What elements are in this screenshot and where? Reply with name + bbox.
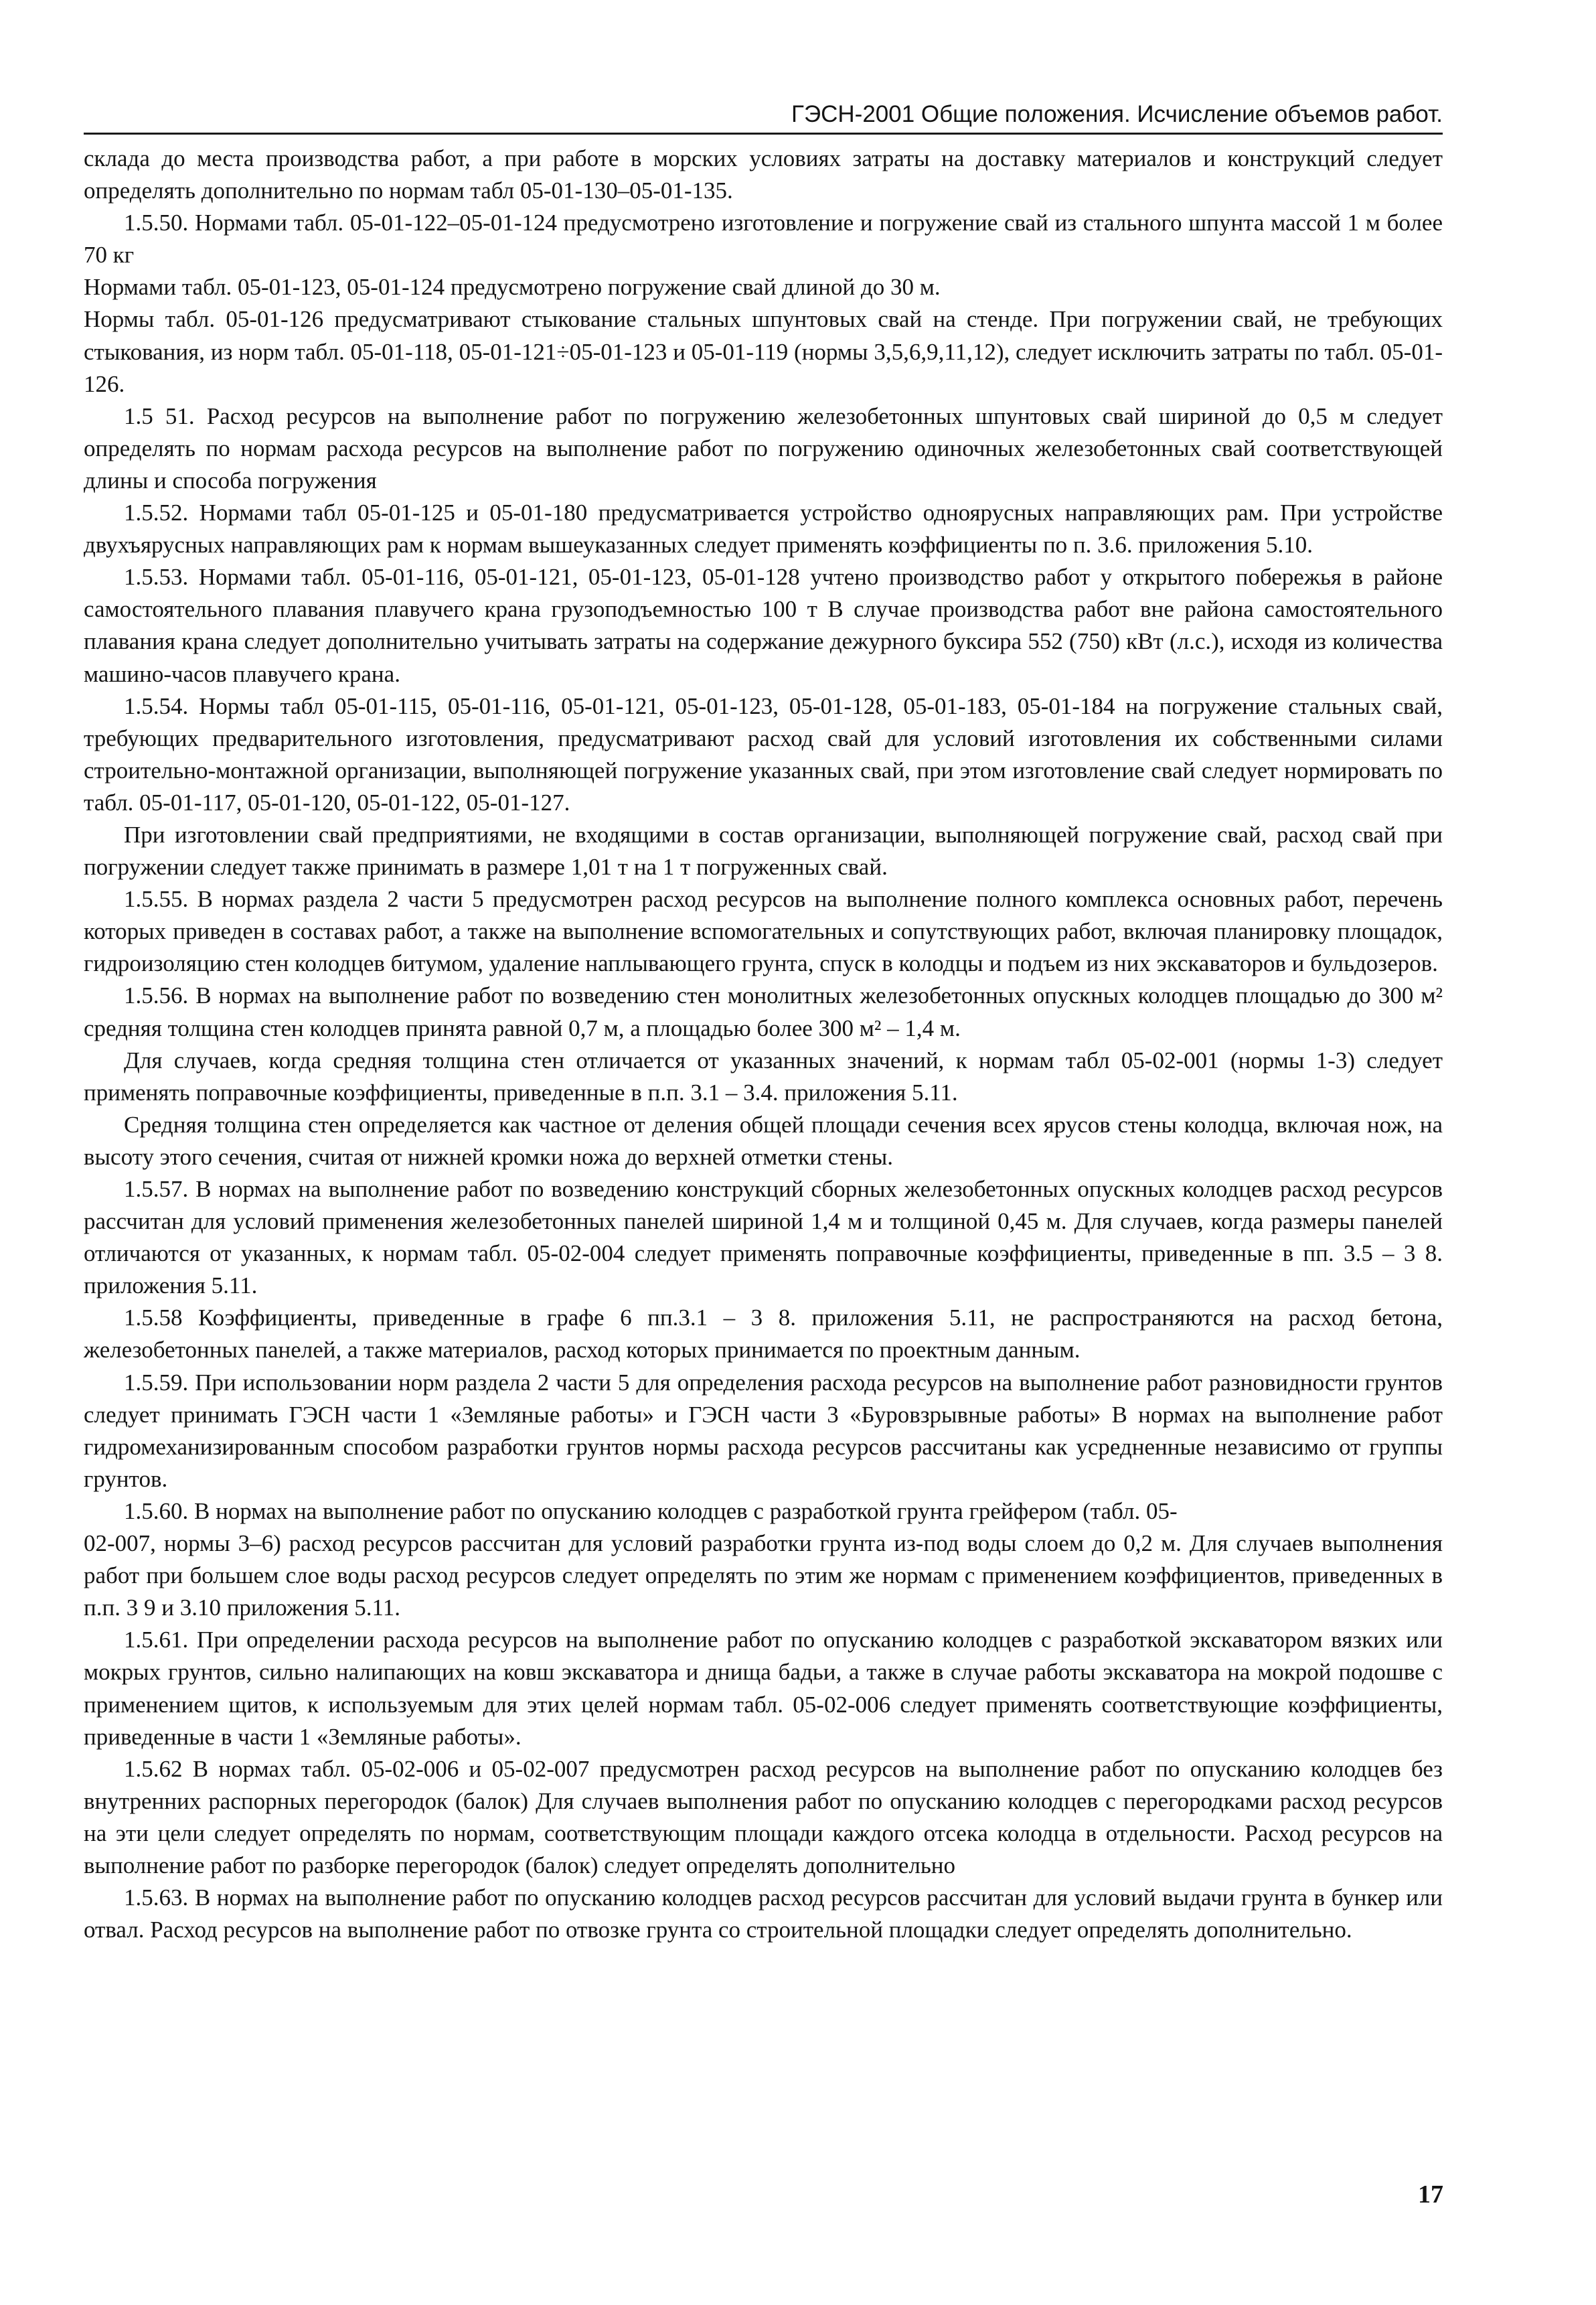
paragraph-1-5-57: 1.5.57. В нормах на выполнение работ по возведению конструкций сборных железобетонных опускных колодцев расход ресурсов рассчитан для условий применения железобетонных панелей шириной 1,4 м и толщиной 0,45 м. Для случаев, когда размеры панелей отличаются от указанных, к нормам табл. 05-02-004 следует применять поправочные коэффициенты, приведенные в пп. 3.5 – 3 8. приложения 5.11. — [84, 1176, 1443, 1299]
running-header — [84, 87, 1443, 135]
paragraph-1-5-56: 1.5.56. В нормах на выполнение работ по возведению стен монолитных железобетонных опускных колодцев площадью до 300 м² средняя толщина стен колодцев принята равной 0,7 м, а площадью более 300 м² – 1,4 м. — [84, 982, 1443, 1041]
body-text — [84, 143, 1443, 1946]
paragraph-1-5-62: 1.5.62 В нормах табл. 05-02-006 и 05-02-007 предусмотрен расход ресурсов на выполнение работ по опусканию колодцев без внутренних распорных перегородок (балок) Для случаев выполнения работ по опусканию колодцев с перегородками расход ресурсов на эти цели следует определять по нормам, соответствующим площади каждого отсека колодца в отдельности. Расход ресурсов на выполнение работ по разборке перегородок (балок) следует определять дополнительно — [84, 1755, 1443, 1878]
paragraph-1-5-53: 1.5.53. Нормами табл. 05-01-116, 05-01-121, 05-01-123, 05-01-128 учтено производство работ у открытого побережья в районе самостоятельного плавания плавучего крана грузоподъемностью 100 т В случае производства работ вне района самостоятельного плавания крана следует дополнительно учитывать затраты на содержание дежурного буксира 552 (750) кВт (л.с.), исходя из количества машино-часов плавучего крана. — [84, 564, 1443, 687]
paragraph-1-5-51: 1.5 51. Расход ресурсов на выполнение работ по погружению железобетонных шпунтовых свай шириной до 0,5 м следует определять по нормам расхода ресурсов на выполнение работ по погружению одиночных железобетонных свай соответствующей длины и способа погружения — [84, 402, 1443, 494]
paragraph-continuation: склада до места производства работ, а при работе в морских условиях затраты на доставку материалов и конструкций следует определять дополнительно по нормам табл 05-01-130–05-01-135. — [84, 145, 1443, 204]
paragraph-1-5-58: 1.5.58 Коэффициенты, приведенные в графе 6 пп.3.1 – 3 8. приложения 5.11, не распространяются на расход бетона, железобетонных панелей, а также материалов, расход которых принимается по проектным данным. — [84, 1305, 1443, 1363]
paragraph-1-5-56-note: Для случаев, когда средняя толщина стен отличается от указанных значений, к нормам табл 05-02-001 (нормы 1-3) следует применять поправочные коэффициенты, приведенные в п.п. 3.1 – 3.4. приложения 5.11. — [84, 1047, 1443, 1106]
paragraph-1-5-52: 1.5.52. Нормами табл 05-01-125 и 05-01-180 предусматривается устройство одноярусных направляющих рам. При устройстве двухъярусных направляющих рам к нормам вышеуказанных следует применять коэффициенты по п. 3.6. приложения 5.10. — [84, 500, 1443, 559]
paragraph-1-5-50-note-2: Нормы табл. 05-01-126 предусматривают стыкование стальных шпунтовых свай на стенде. При погружении свай, не требующих стыкования, из норм табл. 05-01-118, 05-01-121÷05-01-123 и 05-01-119 (нормы 3,5,6,9,11,12), следует исключить затраты по табл. 05-01-126. — [84, 306, 1443, 397]
paragraph-1-5-50: 1.5.50. Нормами табл. 05-01-122–05-01-124 предусмотрено изготовление и погружение свай из стального шпунта массой 1 м более 70 кг — [84, 210, 1443, 269]
page-number: 17 — [1418, 2180, 1443, 2209]
paragraph-1-5-55: 1.5.55. В нормах раздела 2 части 5 предусмотрен расход ресурсов на выполнение полного комплекса основных работ, перечень которых приведен в составах работ, а также на выполнение вспомогательных и сопутствующих работ, включая планировку площадок, гидроизоляцию стен колодцев битумом, удаление наплывающего грунта, спуск в колодцы и подъем из них экскаваторов и бульдозеров. — [84, 886, 1443, 977]
document-page — [84, 87, 1443, 1946]
paragraph-1-5-54: 1.5.54. Нормы табл 05-01-115, 05-01-116, 05-01-121, 05-01-123, 05-01-128, 05-01-183, 05-01-184 на погружение стальных свай, требующих предварительного изготовления, предусматривают расход свай для условий изготовления их собственными силами строительно-монтажной организации, выполняющей погружение указанных свай, при этом изготовление свай следует нормировать по табл. 05-01-117, 05-01-120, 05-01-122, 05-01-127. — [84, 692, 1443, 816]
paragraph-1-5-50-note: Нормами табл. 05-01-123, 05-01-124 предусмотрено погружение свай длиной до 30 м. — [84, 274, 941, 301]
paragraph-1-5-56-note-2: Средняя толщина стен определяется как частное от деления общей площади сечения всех ярусов стены колодца, включая нож, на высоту этого сечения, считая от нижней кромки ножа до верхней отметки стены. — [84, 1111, 1443, 1170]
paragraph-1-5-63: 1.5.63. В нормах на выполнение работ по опусканию колодцев расход ресурсов рассчитан для условий выдачи грунта в бункер или отвал. Расход ресурсов на выполнение работ по отвозке грунта со строительной площадки следует определять дополнительно. — [84, 1884, 1443, 1943]
paragraph-1-5-61: 1.5.61. При определении расхода ресурсов на выполнение работ по опусканию колодцев с разработкой экскаватором вязких или мокрых грунтов, сильно налипающих на ковш экскаватора и днища бадьи, а также в случае работы экскаватора на мокрой подошве с применением щитов, к используемым для этих целей нормам табл. 05-02-006 следует применять соответствующие коэффициенты, приведенные в части 1 «Земляные работы». — [84, 1627, 1443, 1750]
running-title: ГЭСН-2001 Общие положения. Исчисление объемов работ. — [791, 101, 1443, 127]
paragraph-1-5-59: 1.5.59. При использовании норм раздела 2 части 5 для определения расхода ресурсов на выполнение работ разновидности грунтов следует принимать ГЭСН части 1 «Земляные работы» и ГЭСН части 3 «Буровзрывные работы» В нормах на выполнение работ гидромеханизированным способом разработки грунтов нормы расхода ресурсов рассчитаны как усредненные независимо от группы грунтов. — [84, 1369, 1443, 1492]
paragraph-1-5-60: 1.5.60. В нормах на выполнение работ по опусканию колодцев с разработкой грунта грейфером (табл. 05- 02-007, нормы 3–6) расход ресурсов рассчитан для условий разработки грунта из-под воды слоем до 0,2 м. Для случаев выполнения работ при большем слое воды расход ресурсов следует определять по этим же нормам с применением коэффициентов, приведенных в п.п. 3 9 и 3.10 приложения 5.11. — [84, 1497, 1443, 1621]
paragraph-1-5-54-note: При изготовлении свай предприятиями, не входящими в состав организации, выполняющей погружение свай, расход свай при погружении следует также принимать в размере 1,01 т на 1 т погруженных свай. — [84, 821, 1443, 881]
